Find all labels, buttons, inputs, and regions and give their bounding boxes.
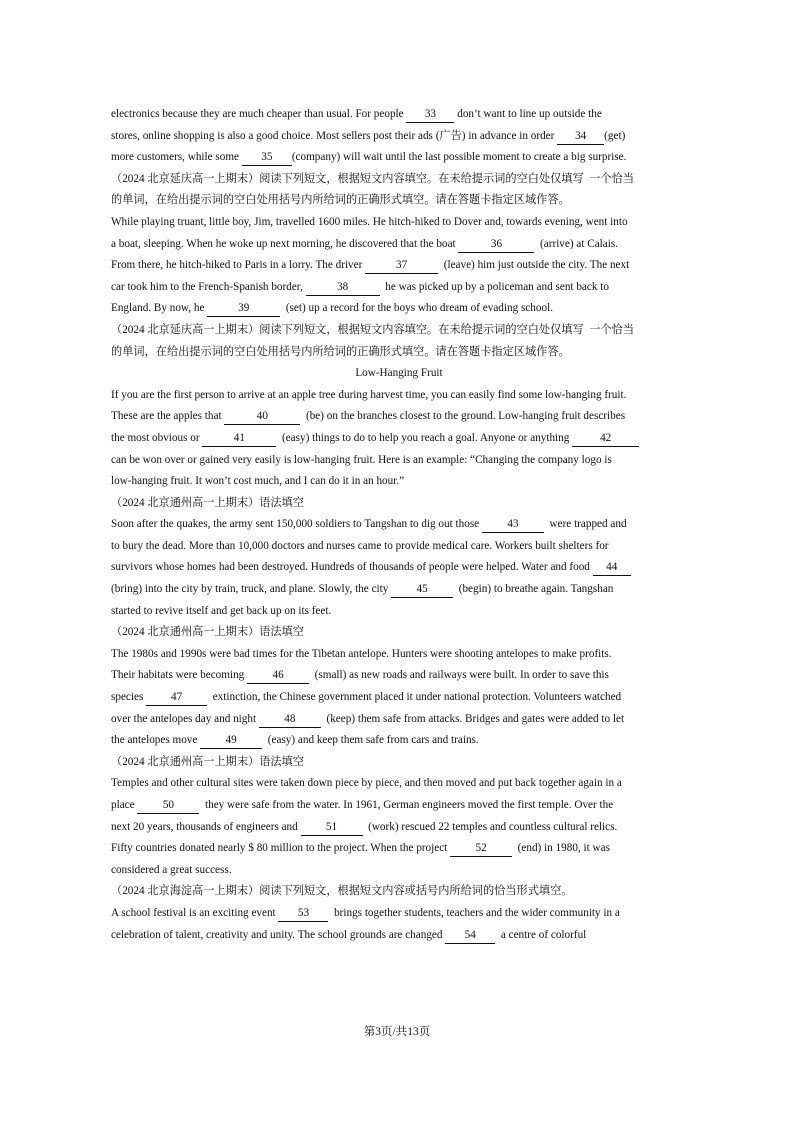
text-line xyxy=(111,234,687,256)
page-content xyxy=(111,104,687,946)
text-segment: place xyxy=(111,799,138,811)
text-segment: (get) xyxy=(604,129,626,142)
text-line xyxy=(111,557,687,579)
text-segment: (keep) them safe from attacks. Bridges and gates were added to let xyxy=(320,712,625,725)
text-segment: Soon after the quakes, the army sent 150,000 soldiers to Tangshan to dig out those xyxy=(111,518,482,531)
text-segment: over the antelopes day and night xyxy=(111,712,259,725)
text-line xyxy=(111,860,687,882)
text-line xyxy=(111,126,687,148)
text-segment: they were safe from the water. In 1961, German engineers moved the first temple. Over the xyxy=(199,799,614,811)
answer-blank-34: 34 xyxy=(557,129,604,145)
text-line xyxy=(111,795,687,817)
text-segment: (easy) things to do to help you reach a goal. Anyone or anything xyxy=(276,431,573,444)
answer-blank-51: 51 xyxy=(301,820,363,836)
answer-blank-40: 40 xyxy=(224,409,300,425)
text-segment: Low-Hanging Fruit xyxy=(355,367,443,380)
text-segment: (company) will wait until the last possible moment to create a big surprise. xyxy=(291,151,627,164)
text-line xyxy=(111,903,687,925)
answer-blank-41: 41 xyxy=(202,431,276,447)
text-segment: can be won over or gained very easily is low-hanging fruit. Here is an example: “Changing the company logo is xyxy=(111,453,612,466)
text-line xyxy=(111,752,687,774)
text-segment: （2024 北京海淀高一上期末）阅读下列短文，根据短文内容或括号内所给词的恰当形式填空。 xyxy=(111,885,573,898)
text-segment: stores, online shopping is also a good choice. Most sellers post their ads (广告) in advance in order xyxy=(111,129,558,142)
answer-blank-46: 46 xyxy=(247,668,309,684)
text-segment: (end) in 1980, it was xyxy=(512,842,610,855)
text-line xyxy=(111,147,687,169)
text-segment: Temples and other cultural sites were taken down piece by piece, and then moved and put back together again in a xyxy=(111,777,622,790)
answer-blank-38: 38 xyxy=(306,280,380,296)
page-footer: 第3页/共13页 xyxy=(363,1026,431,1038)
answer-blank-35: 35 xyxy=(242,150,292,166)
answer-blank-43: 43 xyxy=(482,517,544,533)
answer-blank-52: 52 xyxy=(450,841,512,857)
answer-blank-54: 54 xyxy=(445,928,495,944)
text-line xyxy=(111,536,687,558)
text-segment: From there, he hitch-hiked to Paris in a lorry. The driver xyxy=(111,259,366,272)
text-line xyxy=(111,709,687,731)
text-line xyxy=(111,665,687,687)
text-line xyxy=(111,428,687,450)
text-segment: were trapped and xyxy=(543,518,627,531)
text-segment: a boat, sleeping. When he woke up next morning, he discovered that the boat xyxy=(111,237,459,250)
text-segment: celebration of talent, creativity and unity. The school grounds are changed xyxy=(111,928,446,941)
text-segment: （2024 北京通州高一上期末）语法填空 xyxy=(111,755,304,768)
text-line xyxy=(111,644,687,666)
answer-blank-47: 47 xyxy=(146,690,207,706)
text-line xyxy=(111,925,687,947)
text-segment: considered a great success. xyxy=(111,863,232,876)
text-line xyxy=(111,601,687,623)
text-segment: While playing truant, little boy, Jim, travelled 1600 miles. He hitch-hiked to Dover and, towards evening, went into xyxy=(111,215,628,228)
text-line xyxy=(111,169,687,191)
text-line xyxy=(111,579,687,601)
text-segment: he was picked up by a policeman and sent back to xyxy=(379,280,609,293)
text-segment: （2024 北京延庆高一上期末）阅读下列短文，根据短文内容填空。在未给提示词的空白处仅填写 一个恰当 xyxy=(111,323,635,336)
text-line xyxy=(111,450,687,472)
text-segment: survivors whose homes had been destroyed. Hundreds of thousands of people were helped. Water and food xyxy=(111,561,593,574)
answer-blank-42: 42 xyxy=(572,431,639,447)
answer-blank-45: 45 xyxy=(391,582,453,598)
text-segment: extinction, the Chinese government placed it under national protection. Volunteers watched xyxy=(207,691,622,704)
text-segment: electronics because they are much cheaper than usual. For people xyxy=(111,108,407,120)
text-segment: 的单词，在给出提示词的空白处用括号内所给词的正确形式填空。请在答题卡指定区域作答。 xyxy=(111,345,570,358)
text-line xyxy=(111,190,687,212)
text-line xyxy=(111,622,687,644)
text-segment: (bring) into the city by train, truck, and plane. Slowly, the city xyxy=(111,583,392,596)
answer-blank-49: 49 xyxy=(200,733,262,749)
text-segment: species xyxy=(111,691,147,704)
text-segment: started to revive itself and get back up on its feet. xyxy=(111,604,332,617)
text-segment: （2024 北京通州高一上期末）语法填空 xyxy=(111,626,304,639)
text-segment: the antelopes move xyxy=(111,734,201,747)
text-segment: 的单词，在给出提示词的空白处用括号内所给词的正确形式填空。请在答题卡指定区域作答。 xyxy=(111,194,570,207)
text-line xyxy=(111,817,687,839)
passage-title xyxy=(111,363,687,385)
text-line xyxy=(111,320,687,342)
answer-blank-44: 44 xyxy=(593,560,631,576)
text-line xyxy=(111,514,687,536)
text-segment: Fifty countries donated nearly $ 80 million to the project. When the project xyxy=(111,842,451,855)
text-line xyxy=(111,493,687,515)
text-line xyxy=(111,385,687,407)
text-line xyxy=(111,773,687,795)
text-segment: next 20 years, thousands of engineers and xyxy=(111,820,301,833)
text-segment: don’t want to line up outside the xyxy=(454,108,602,120)
text-segment: low-hanging fruit. It won’t cost much, and I can do it in an hour.” xyxy=(111,475,405,488)
text-line xyxy=(111,255,687,277)
answer-blank-50: 50 xyxy=(137,798,199,814)
text-segment: (easy) and keep them safe from cars and trains. xyxy=(262,734,479,747)
text-segment: to bury the dead. More than 10,000 doctors and nurses came to provide medical care. Workers built shelters for xyxy=(111,539,609,552)
answer-blank-37: 37 xyxy=(365,258,438,274)
text-segment: (begin) to breathe again. Tangshan xyxy=(453,583,614,596)
text-line xyxy=(111,471,687,493)
text-segment: the most obvious or xyxy=(111,431,203,444)
text-segment: (work) rescued 22 temples and countless cultural relics. xyxy=(362,820,618,833)
text-segment: A school festival is an exciting event xyxy=(111,906,279,919)
text-segment: If you are the first person to arrive at an apple tree during harvest time, you can easily find some low-hanging fruit. xyxy=(111,388,627,401)
text-segment: (small) as new roads and railways were built. In order to save this xyxy=(309,669,609,682)
text-line xyxy=(111,277,687,299)
text-segment: more customers, while some xyxy=(111,151,242,164)
text-line xyxy=(111,730,687,752)
answer-blank-36: 36 xyxy=(458,237,534,253)
text-line xyxy=(111,212,687,234)
text-segment: （2024 北京延庆高一上期末）阅读下列短文，根据短文内容填空。在未给提示词的空白处仅填写 一个恰当 xyxy=(111,172,635,185)
text-segment: a centre of colorful xyxy=(495,928,587,941)
text-segment: England. By now, he xyxy=(111,302,208,315)
answer-blank-53: 53 xyxy=(278,906,328,922)
answer-blank-39: 39 xyxy=(207,301,280,317)
answer-blank-33: 33 xyxy=(406,107,454,123)
text-line xyxy=(111,881,687,903)
text-line xyxy=(111,406,687,428)
text-segment: Their habitats were becoming xyxy=(111,669,248,682)
text-segment: car took him to the French-Spanish border, xyxy=(111,280,306,293)
text-segment: (arrive) at Calais. xyxy=(534,237,619,250)
text-segment: The 1980s and 1990s were bad times for the Tibetan antelope. Hunters were shooting antelopes to make profits. xyxy=(111,647,612,660)
text-line xyxy=(111,104,687,126)
text-segment: brings together students, teachers and the wider community in a xyxy=(328,906,620,919)
text-line xyxy=(111,342,687,364)
text-segment: (be) on the branches closest to the ground. Low-hanging fruit describes xyxy=(300,410,626,423)
text-line xyxy=(111,838,687,860)
text-line xyxy=(111,298,687,320)
text-segment: These are the apples that xyxy=(111,410,225,423)
text-segment: (set) up a record for the boys who dream of evading school. xyxy=(280,302,553,315)
answer-blank-48: 48 xyxy=(259,712,321,728)
text-segment: (leave) him just outside the city. The next xyxy=(438,259,630,272)
text-segment: （2024 北京通州高一上期末）语法填空 xyxy=(111,496,304,509)
text-line xyxy=(111,687,687,709)
